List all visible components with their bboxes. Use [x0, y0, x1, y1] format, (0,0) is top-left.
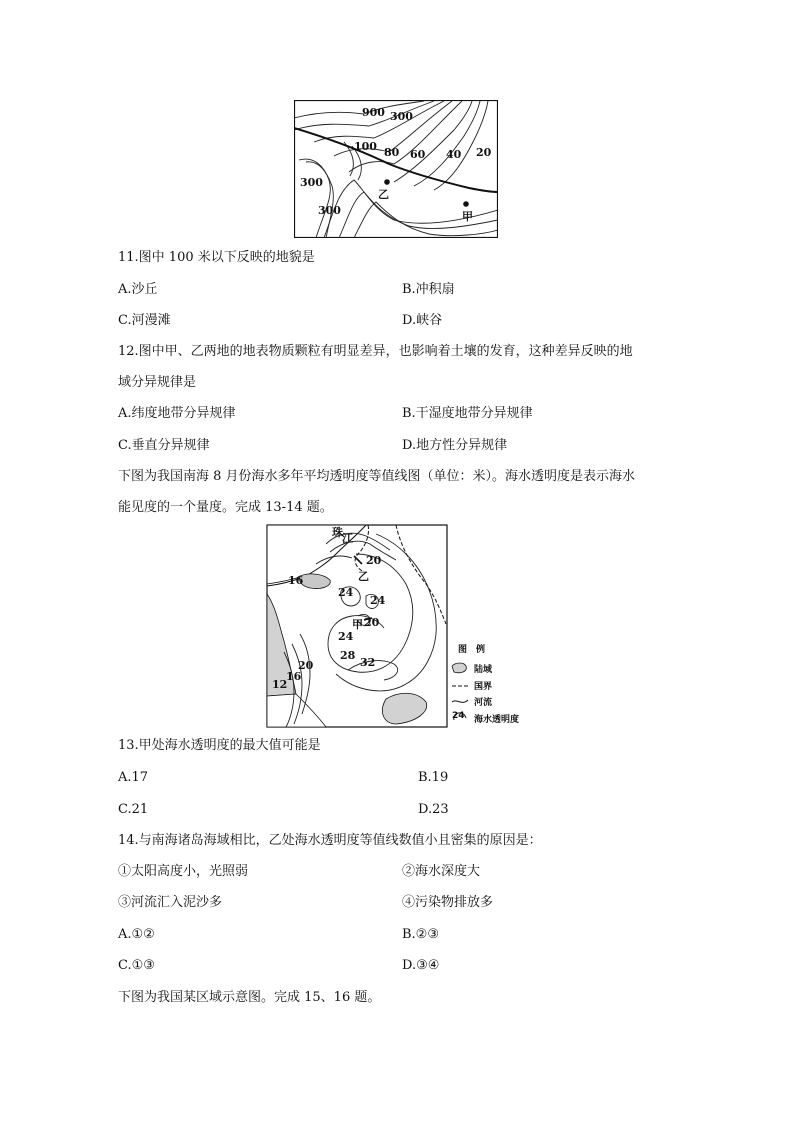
contour-label: 80: [384, 146, 400, 159]
q14-stem: 14.与南海诸岛海域相比，乙处海水透明度等值线数值小且密集的原因是：: [118, 833, 542, 848]
transparency-label: 20: [298, 659, 314, 672]
q13-stem: 13.甲处海水透明度的最大值可能是: [118, 738, 321, 753]
contour-label: 40: [446, 148, 462, 161]
contour-label: 20: [476, 146, 492, 159]
river-name-label: 珠: [332, 526, 343, 539]
legend-item-river: 河流: [474, 698, 493, 708]
q14-option-d[interactable]: D.③④: [402, 958, 440, 973]
contour-label: 300: [390, 110, 413, 123]
contour-map-figure: [294, 100, 498, 238]
contour-map-svg: [294, 100, 498, 238]
q13-option-a[interactable]: A.17: [118, 770, 149, 785]
q13-option-b[interactable]: B.19: [418, 770, 449, 785]
q12-stem-line1: 12.图中甲、乙两地的地表物质颗粒有明显差异，也影响着土壤的发育，这种差异反映的地: [118, 344, 633, 359]
q11-option-b[interactable]: B.冲积扇: [402, 282, 455, 297]
transparency-label: 28: [340, 649, 356, 662]
legend-item-land: 陆域: [474, 665, 493, 675]
q11-option-d[interactable]: D.峡谷: [402, 313, 443, 328]
contour-label: 100: [354, 140, 377, 153]
q14-statement-1: ①太阳高度小，光照弱: [118, 864, 249, 879]
q11-option-a[interactable]: A.沙丘: [118, 282, 158, 297]
transparency-label: 20: [364, 616, 380, 629]
legend-land-swatch: [452, 663, 466, 673]
intro15-line1: 下图为我国某区域示意图。完成 15、16 题。: [118, 990, 381, 1005]
legend-item-transparency: 海水透明度: [474, 715, 520, 725]
legend-river-swatch: [452, 700, 468, 702]
contour-label: 300: [318, 204, 341, 217]
transparency-label: 16: [286, 670, 302, 683]
point-yi-marker: [384, 179, 390, 185]
q13-option-d[interactable]: D.23: [418, 802, 449, 817]
transparency-label: 12: [272, 678, 288, 691]
transparency-label: 24: [338, 586, 354, 599]
q14-statement-3: ③河流汇入泥沙多: [118, 895, 223, 910]
contour-label: 900: [362, 106, 385, 119]
q14-option-b[interactable]: B.②③: [402, 927, 439, 942]
q12-option-b[interactable]: B.干湿度地带分异规律: [402, 406, 533, 421]
transparency-label: 32: [360, 656, 376, 669]
point-jia-marker: [463, 201, 469, 207]
intro13-line2: 能见度的一个量度。完成 13-14 题。: [118, 500, 333, 515]
legend-sample-value: 24: [452, 711, 465, 721]
contour-label: 60: [410, 148, 426, 161]
legend-item-border: 国界: [474, 682, 493, 692]
intro13-line1: 下图为我国南海 8 月份海水多年平均透明度等值线图（单位：米）。海水透明度是表示海水: [118, 469, 636, 484]
point-yi-label: 乙: [378, 188, 389, 201]
transparency-label: 24: [338, 630, 354, 643]
q12-option-d[interactable]: D.地方性分异规律: [402, 438, 508, 453]
transparency-map-svg: [266, 524, 536, 729]
point-jia-label: 甲: [462, 210, 473, 223]
transparency-map-figure: [266, 524, 536, 729]
point-yi-label: 乙: [358, 570, 369, 583]
transparency-label: 24: [370, 594, 386, 607]
transparency-label: 20: [366, 554, 382, 567]
q11-stem: 11.图中 100 米以下反映的地貌是: [118, 250, 315, 265]
q13-option-c[interactable]: C.21: [118, 802, 149, 817]
q14-statement-4: ④污染物排放多: [402, 895, 494, 910]
q12-option-a[interactable]: A.纬度地带分异规律: [118, 406, 236, 421]
river-name-label: 江: [342, 532, 353, 545]
q14-option-c[interactable]: C.①③: [118, 958, 155, 973]
q12-option-c[interactable]: C.垂直分异规律: [118, 438, 210, 453]
q14-option-a[interactable]: A.①②: [118, 927, 155, 942]
q12-stem-line2: 域分异规律是: [118, 375, 197, 390]
q14-statement-2: ②海水深度大: [402, 864, 481, 879]
contour-label: 300: [300, 176, 323, 189]
legend-title: 图 例: [458, 645, 486, 655]
q11-option-c[interactable]: C.河漫滩: [118, 313, 171, 328]
transparency-label: 16: [288, 574, 304, 587]
point-jia-label: 甲: [352, 618, 363, 631]
